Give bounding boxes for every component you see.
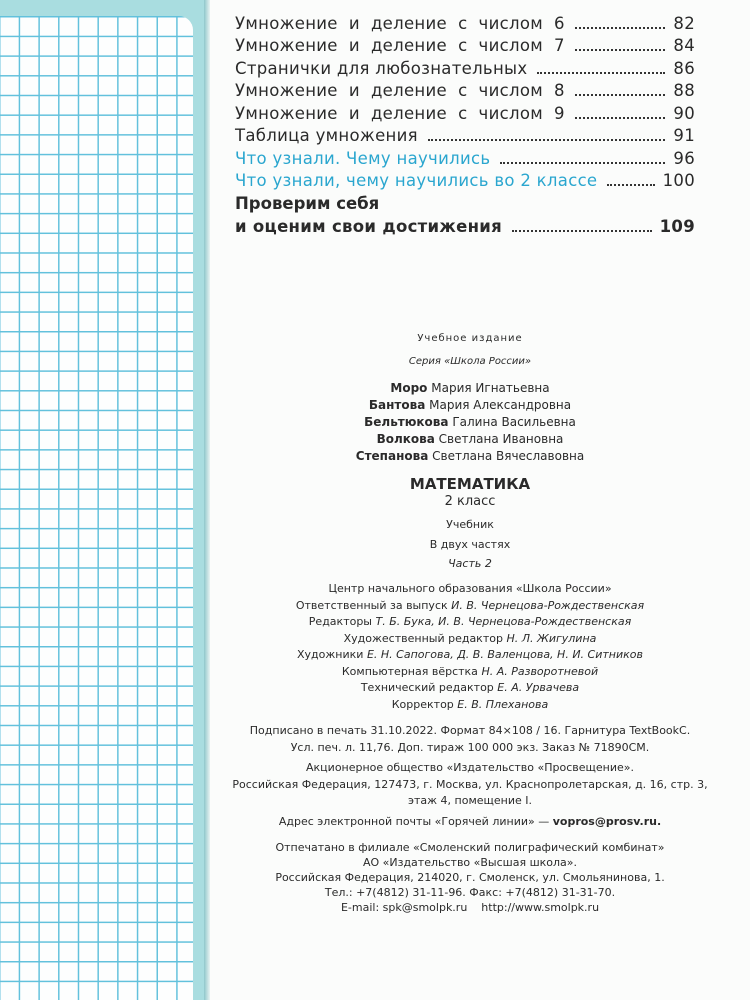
toc-entry[interactable] bbox=[235, 102, 695, 125]
book-title: МАТЕМАТИКА bbox=[409, 475, 531, 493]
toc-leader-dots bbox=[512, 230, 652, 232]
toc-entry[interactable] bbox=[235, 170, 695, 193]
author-name: Мария Александровна bbox=[429, 398, 572, 412]
credit-role: Ответственный за выпуск bbox=[295, 598, 448, 612]
toc-leader-dots bbox=[575, 117, 666, 119]
credit-role: Художники bbox=[297, 648, 364, 661]
author bbox=[230, 431, 710, 448]
credit bbox=[230, 647, 710, 664]
toc-page: 90 bbox=[673, 103, 695, 123]
grade: 2 класс bbox=[444, 494, 496, 509]
toc-title: Что узнали, чему научились во 2 классе bbox=[235, 171, 598, 190]
credit-names: Н. А. Разворотневой bbox=[481, 664, 599, 678]
author-surname: Бантова bbox=[368, 398, 426, 412]
printer-3: Российская Федерация, 214020, г. Смоленск, ул. Смольянинова, 1. bbox=[275, 871, 665, 884]
toc-entry[interactable] bbox=[235, 125, 695, 148]
toc-title: Умножение и деление с числом 7 bbox=[235, 36, 565, 55]
imprint bbox=[230, 331, 710, 915]
toc-page: 91 bbox=[673, 126, 695, 145]
credit-role: Технический редактор bbox=[360, 681, 494, 694]
author-surname: Моро bbox=[390, 381, 428, 395]
publisher-1: Акционерное общество «Издательство «Просвещение». bbox=[306, 761, 634, 774]
toc-title: Умножение и деление с числом 6 bbox=[235, 13, 565, 33]
toc-page: 84 bbox=[673, 36, 695, 55]
printer-2: АО «Издательство «Высшая школа». bbox=[362, 856, 578, 869]
table-of-contents bbox=[235, 12, 695, 238]
toc-page: 82 bbox=[673, 13, 695, 33]
credits-list bbox=[230, 598, 710, 714]
credit-names: И. В. Чернецова-Рождественская bbox=[451, 598, 645, 612]
toc-entry-final[interactable] bbox=[235, 193, 695, 238]
toc-title-line1: Проверим себя bbox=[235, 194, 380, 213]
author-surname: Степанова bbox=[355, 449, 429, 463]
printer-4: Тел.: +7(4812) 31-11-96. Факс: +7(4812) 31-31-70. bbox=[324, 886, 616, 899]
toc-title: Умножение и деление с числом 8 bbox=[235, 81, 565, 100]
toc-entry[interactable] bbox=[235, 57, 695, 80]
credit-role: Корректор bbox=[391, 697, 454, 711]
printer-5: E-mail: spk@smolpk.ru http://www.smolpk.ru bbox=[340, 901, 600, 914]
series-label: Серия «Школа России» bbox=[408, 355, 532, 367]
publisher-2: Российская Федерация, 127473, г. Москва, ул. Краснопролетарская, д. 16, стр. 3, bbox=[232, 777, 708, 791]
toc-title: Что узнали. Чему научились bbox=[235, 148, 491, 168]
toc-page: 100 bbox=[662, 171, 695, 190]
toc-entry[interactable] bbox=[235, 12, 695, 35]
toc-title-line2: и оценим свои достижения bbox=[235, 216, 503, 236]
toc-leader-dots bbox=[607, 184, 654, 186]
toc-entry[interactable] bbox=[235, 80, 695, 103]
toc-leader-dots bbox=[575, 27, 666, 29]
publisher-3: этаж 4, помещение I. bbox=[407, 794, 533, 807]
credit bbox=[230, 697, 710, 714]
printer-block bbox=[230, 840, 710, 915]
graph-paper-grid bbox=[0, 16, 193, 1000]
toc-final-row bbox=[235, 215, 695, 238]
credit bbox=[230, 664, 710, 681]
author bbox=[230, 397, 710, 414]
author bbox=[230, 448, 710, 465]
edition-label: Учебное издание bbox=[417, 333, 523, 344]
toc-entry[interactable] bbox=[235, 147, 695, 170]
toc-entry[interactable] bbox=[235, 35, 695, 58]
toc-title: Таблица умножения bbox=[235, 126, 418, 145]
toc-page: 109 bbox=[659, 216, 695, 236]
credit-names: Е. Н. Сапогова, Д. В. Валенцова, Н. И. Ситников bbox=[366, 648, 643, 661]
book-type: Учебник bbox=[446, 518, 494, 531]
author bbox=[230, 414, 710, 431]
toc-page: 86 bbox=[673, 58, 695, 78]
print-info-1: Подписано в печать 31.10.2022. Формат 84×108 / 16. Гарнитура TextBookC. bbox=[249, 724, 691, 737]
credit-role: Редакторы bbox=[308, 615, 372, 628]
toc-leader-dots bbox=[428, 139, 666, 141]
author-name: Светлана Ивановна bbox=[438, 432, 564, 446]
credit bbox=[230, 680, 710, 697]
hotline-email[interactable]: vopros@prosv.ru. bbox=[552, 814, 662, 828]
toc-title: Умножение и деление с числом 9 bbox=[235, 103, 565, 123]
toc-page: 88 bbox=[673, 81, 695, 100]
toc-page: 96 bbox=[673, 148, 695, 168]
author-name: Галина Васильевна bbox=[452, 415, 576, 429]
printer-1: Отпечатано в филиале «Смоленский полиграфический комбинат» bbox=[275, 841, 665, 854]
hotline-label: Адрес электронной почты «Горячей линии» — bbox=[278, 814, 550, 828]
credit bbox=[230, 598, 710, 615]
author-name: Мария Игнатьевна bbox=[431, 381, 550, 395]
center: Центр начального образования «Школа России» bbox=[328, 582, 612, 595]
credit-role: Художественный редактор bbox=[343, 631, 503, 645]
book-part: Часть 2 bbox=[448, 557, 492, 570]
credit bbox=[230, 631, 710, 648]
author-name: Светлана Вячеславовна bbox=[432, 449, 585, 463]
credit-names: Е. А. Урвачева bbox=[497, 681, 580, 694]
hotline bbox=[230, 814, 710, 831]
toc-title: Странички для любознательных bbox=[235, 58, 528, 78]
toc-leader-dots bbox=[500, 162, 665, 164]
author-surname: Бельтюкова bbox=[364, 415, 449, 429]
credit bbox=[230, 614, 710, 631]
book-parts: В двух частях bbox=[429, 538, 511, 551]
author-surname: Волкова bbox=[376, 432, 435, 446]
credit-names: Т. Б. Бука, И. В. Чернецова-Рождественская bbox=[375, 615, 632, 628]
credit-names: Н. Л. Жигулина bbox=[506, 631, 597, 645]
toc-leader-dots bbox=[537, 72, 665, 74]
toc-leader-dots bbox=[575, 49, 666, 51]
authors-list bbox=[230, 380, 710, 465]
credit-names: Е. В. Плеханова bbox=[457, 697, 549, 711]
author bbox=[230, 380, 710, 397]
toc-leader-dots bbox=[575, 94, 666, 96]
print-info-2: Усл. печ. л. 11,76. Доп. тираж 100 000 экз. Заказ № 71890СМ. bbox=[290, 740, 650, 754]
credit-role: Компьютерная вёрстка bbox=[341, 664, 478, 678]
frame-edge bbox=[204, 0, 210, 1000]
